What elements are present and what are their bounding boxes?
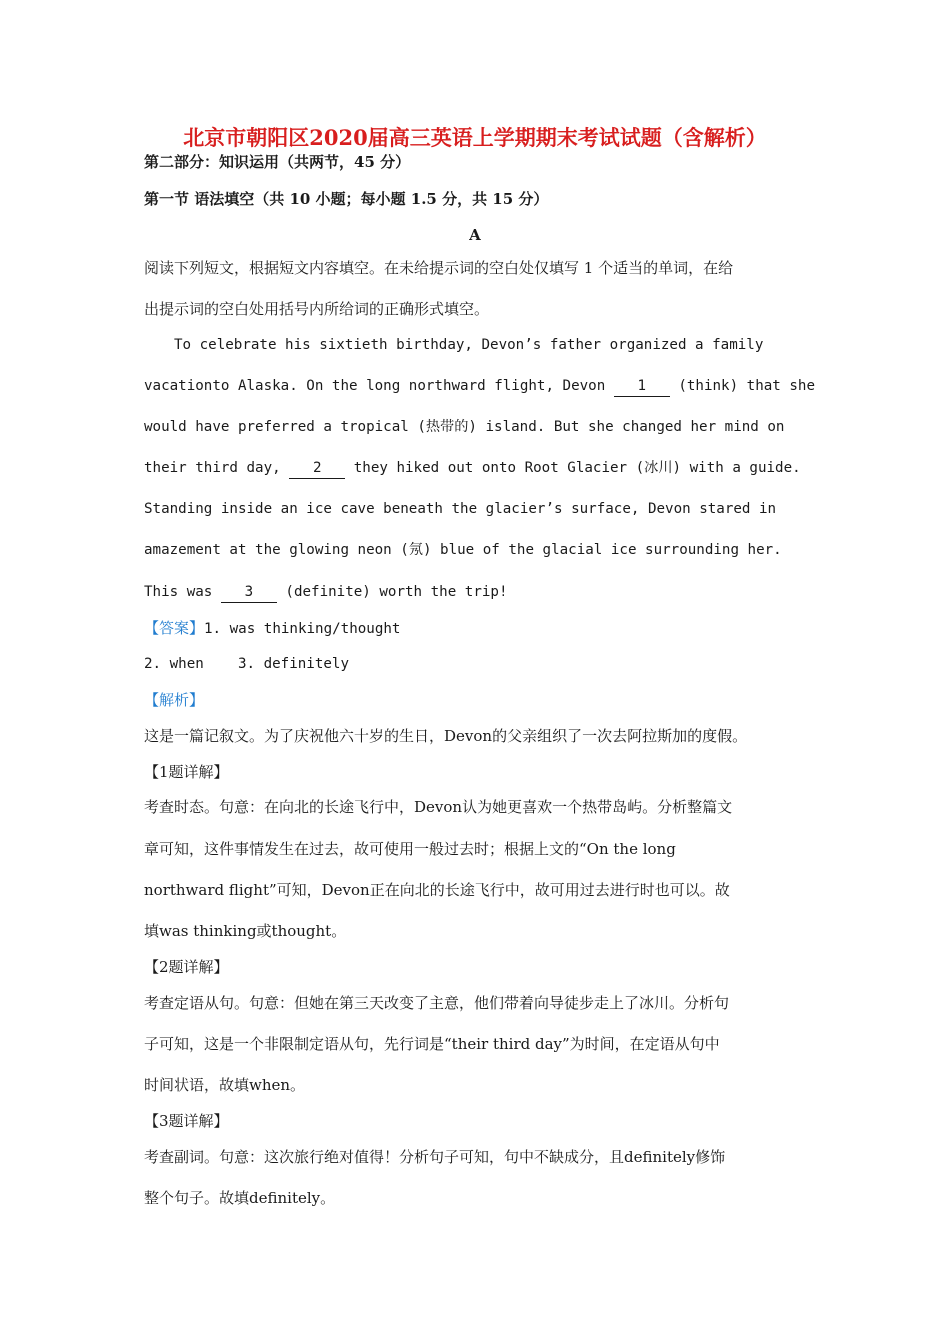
q3-heading: 【3题详解】 xyxy=(144,1112,229,1130)
passage-label: A xyxy=(469,226,481,244)
analysis-summary: 这是一篇记叙文。为了庆祝他六十岁的生日，Devon的父亲组织了一次去阿拉斯加的度假。 xyxy=(144,727,748,745)
part-heading: 第二部分：知识运用（共两节，45 分） xyxy=(144,153,411,171)
q1-text: 章可知，这件事情发生在过去，故可使用一般过去时；根据上文的“On the long xyxy=(144,840,676,858)
q2-text: 子可知，这是一个非限制定语从句，先行词是“their third day”为时间，在定语从句中 xyxy=(144,1035,720,1053)
document-title: 北京市朝阳区2020届高三英语上学期期末考试试题（含解析） xyxy=(183,125,767,150)
answer-line: 2. when 3. definitely xyxy=(144,656,349,672)
blank-1: 1 xyxy=(614,376,670,397)
passage-line: amazement at the glowing neon (氖) blue of the glacial ice surrounding her. xyxy=(144,542,782,558)
passage-line: This was 3 (definite) worth the trip! xyxy=(144,582,508,603)
passage-line: To celebrate his sixtieth birthday, Devon’s father organized a family xyxy=(174,337,764,353)
answer-line: 【答案】1. was thinking/thought xyxy=(144,619,401,637)
passage-line: vacationto Alaska. On the long northward flight, Devon 1 (think) that she xyxy=(144,376,815,397)
instruction-line: 出提示词的空白处用括号内所给词的正确形式填空。 xyxy=(144,300,490,318)
instruction-line: 阅读下列短文，根据短文内容填空。在未给提示词的空白处仅填写 1 个适当的单词，在给 xyxy=(144,259,734,277)
q1-text: 考查时态。句意：在向北的长途飞行中，Devon认为她更喜欢一个热带岛屿。分析整篇文 xyxy=(144,798,733,816)
passage-line: Standing inside an ice cave beneath the glacier’s surface, Devon stared in xyxy=(144,501,777,517)
passage-line: would have preferred a tropical (热带的) island. But she changed her mind on xyxy=(144,419,785,435)
blank-2: 2 xyxy=(289,458,345,479)
q1-text: northward flight”可知，Devon正在向北的长途飞行中，故可用过去进行时也可以。故 xyxy=(144,881,730,899)
q2-text: 考查定语从句。句意：但她在第三天改变了主意，他们带着向导徒步走上了冰川。分析句 xyxy=(144,994,730,1012)
blank-3: 3 xyxy=(221,582,277,603)
answer-label: 【答案】 xyxy=(144,619,205,637)
q2-heading: 【2题详解】 xyxy=(144,958,229,976)
q3-text: 考查副词。句意：这次旅行绝对值得！分析句子可知，句中不缺成分，且definitely修饰 xyxy=(144,1148,726,1166)
analysis-label: 【解析】 xyxy=(144,691,205,709)
q1-text: 填was thinking或thought。 xyxy=(144,922,347,940)
section-heading: 第一节 语法填空（共 10 小题；每小题 1.5 分，共 15 分） xyxy=(144,190,549,208)
passage-line: their third day, 2 they hiked out onto Root Glacier (冰川) with a guide. xyxy=(144,458,801,479)
q2-text: 时间状语，故填when。 xyxy=(144,1076,306,1094)
q1-heading: 【1题详解】 xyxy=(144,763,229,781)
q3-text: 整个句子。故填definitely。 xyxy=(144,1189,336,1207)
